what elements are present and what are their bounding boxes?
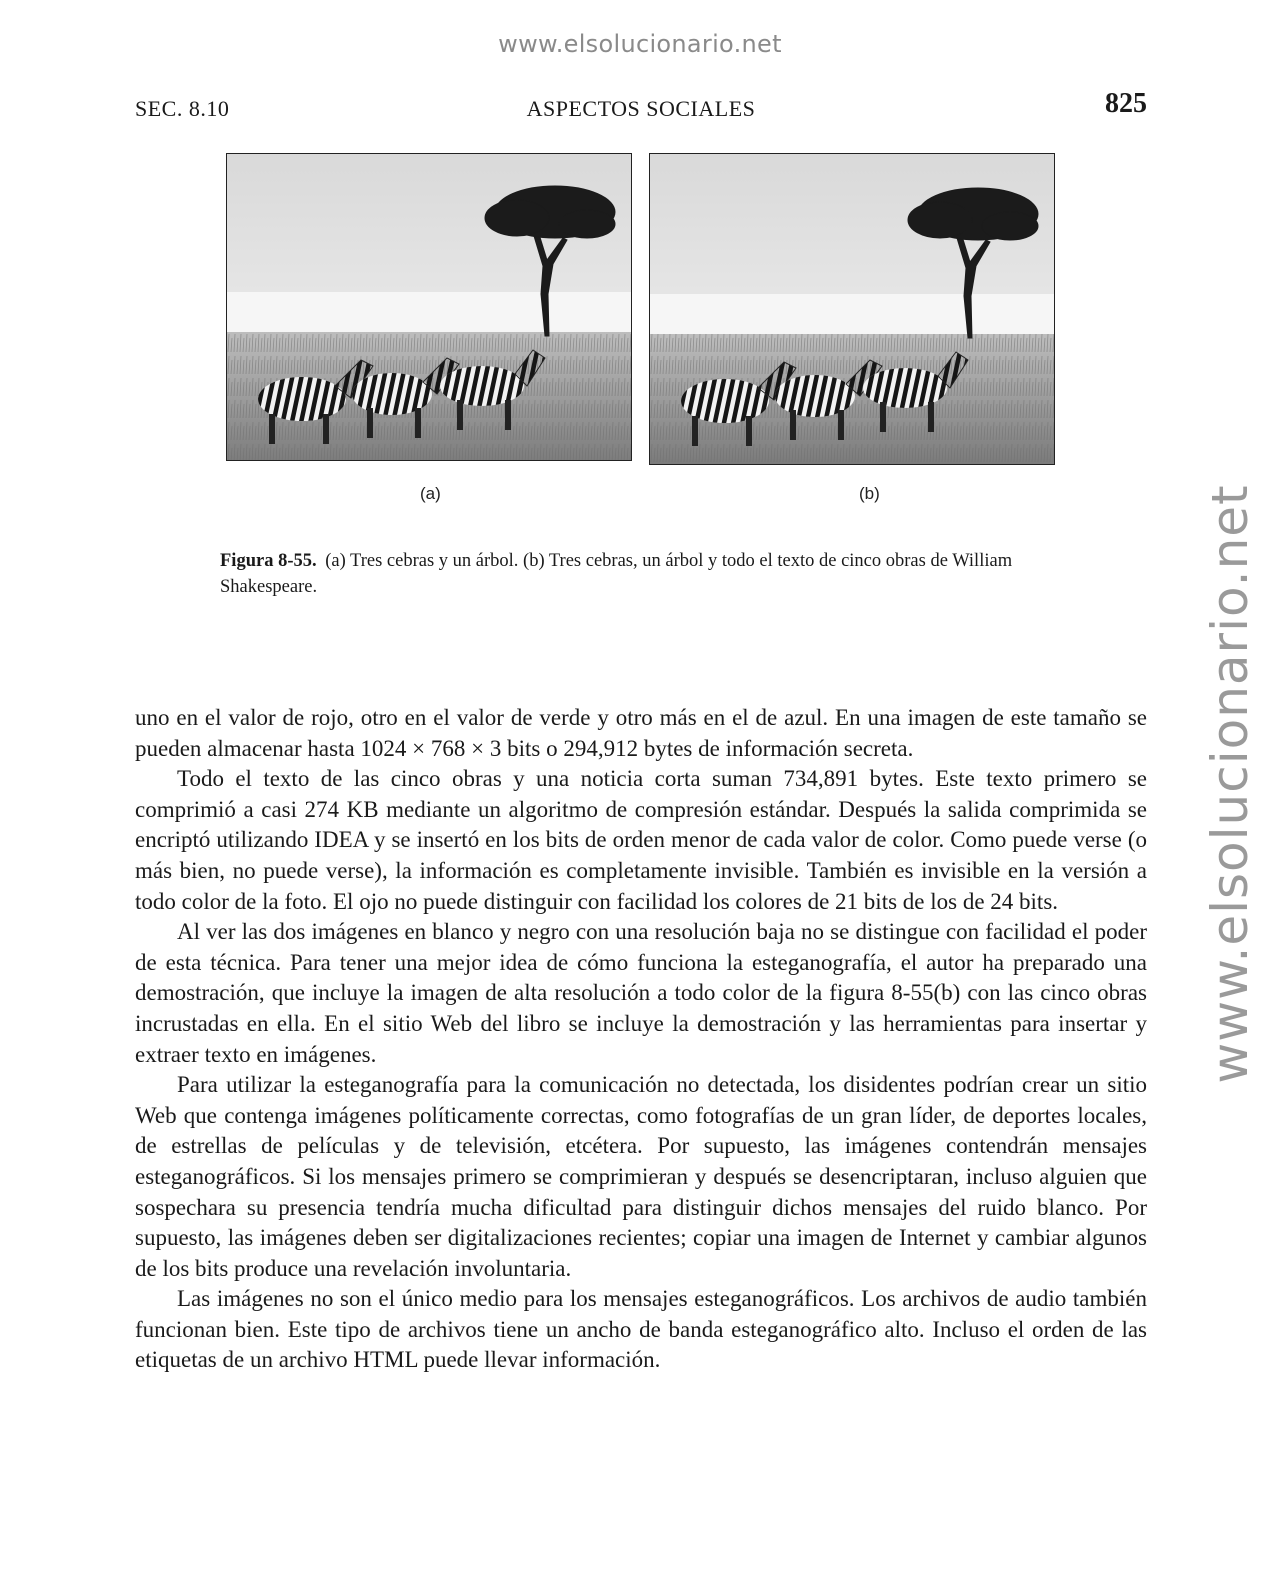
zebras-tree-illustration <box>227 154 632 461</box>
paragraph: Las imágenes no son el único medio para los mensajes esteganográficos. Los archivos de audio también funcionan bien. Este tipo de archivos tiene un ancho de banda esteganográfico alto. Incluso el orden de las etiquetas de un archivo HTML puede llevar información. <box>135 1286 1147 1373</box>
paragraph: Al ver las dos imágenes en blanco y negro con una resolución baja no se distingue con facilidad el poder de esta técnica. Para tener una mejor idea de cómo funciona la esteganografía, el autor ha preparado una demostración, que incluye la imagen de alta resolución a todo color de la figura 8-55(b) con las cinco obras incrustadas en ella. En el sitio Web del libro se incluye la demostración y las herramientas para insertar y extraer texto en imágenes. <box>135 919 1147 1067</box>
figure-caption <box>220 548 1080 600</box>
section-number: SEC. 8.10 <box>135 96 230 121</box>
zebras-photo-a <box>226 153 632 461</box>
body-text <box>135 703 1147 1376</box>
watermark-side: www.elsolucionario.net <box>1201 484 1259 1084</box>
panel-label-a: (a) <box>420 484 441 503</box>
paragraph: Para utilizar la esteganografía para la comunicación no detectada, los disidentes podrían crear un sitio Web que contenga imágenes políticamente correctas, como fotografías de un gran líder, de deportes locales, de estrellas de películas y de televisión, etcétera. Por supuesto, las imágenes contendrán mensajes esteganográficos. Si los mensajes primero se comprimieran y después se desencriptaran, incluso alguien que sospechara su presencia tendría mucha dificultad para distinguir dichos mensajes del ruido blanco. Por supuesto, las imágenes deben ser digitalizaciones recientes; copiar una imagen de Internet y cambiar algunos de los bits produce una revelación involuntaria. <box>135 1072 1147 1281</box>
paragraph: uno en el valor de rojo, otro en el valor de verde y otro más en el de azul. En una imagen de este tamaño se pueden almacenar hasta 1024 × 768 × 3 bits o 294,912 bytes de información secreta. <box>135 705 1147 761</box>
running-head <box>135 88 1147 124</box>
watermark-top: www.elsolucionario.net <box>498 30 782 58</box>
chapter-title: ASPECTOS SOCIALES <box>526 96 756 121</box>
paragraph: Todo el texto de las cinco obras y una noticia corta suman 734,891 bytes. Este texto primero se comprimió a casi 274 KB mediante un algoritmo de compresión estándar. Después la salida comprimida se encriptó utilizando IDEA y se insertó en los bits de orden menor de cada valor de color. Como puede verse (o más bien, no puede verse), la información es completamente invisible. También es invisible en la versión a todo color de la foto. El ojo no puede distinguir con facilidad los colores de 21 bits de los de 24 bits. <box>135 766 1147 914</box>
figure-caption-text: (a) Tres cebras y un árbol. (b) Tres cebras, un árbol y todo el texto de cinco obras de William Shakespeare. <box>220 551 1013 597</box>
figure-number: Figura 8-55. <box>220 551 317 571</box>
panel-label-b: (b) <box>859 484 880 503</box>
zebras-tree-illustration <box>650 154 1055 465</box>
zebras-photo-b <box>649 153 1055 465</box>
page-number: 825 <box>1105 88 1147 119</box>
